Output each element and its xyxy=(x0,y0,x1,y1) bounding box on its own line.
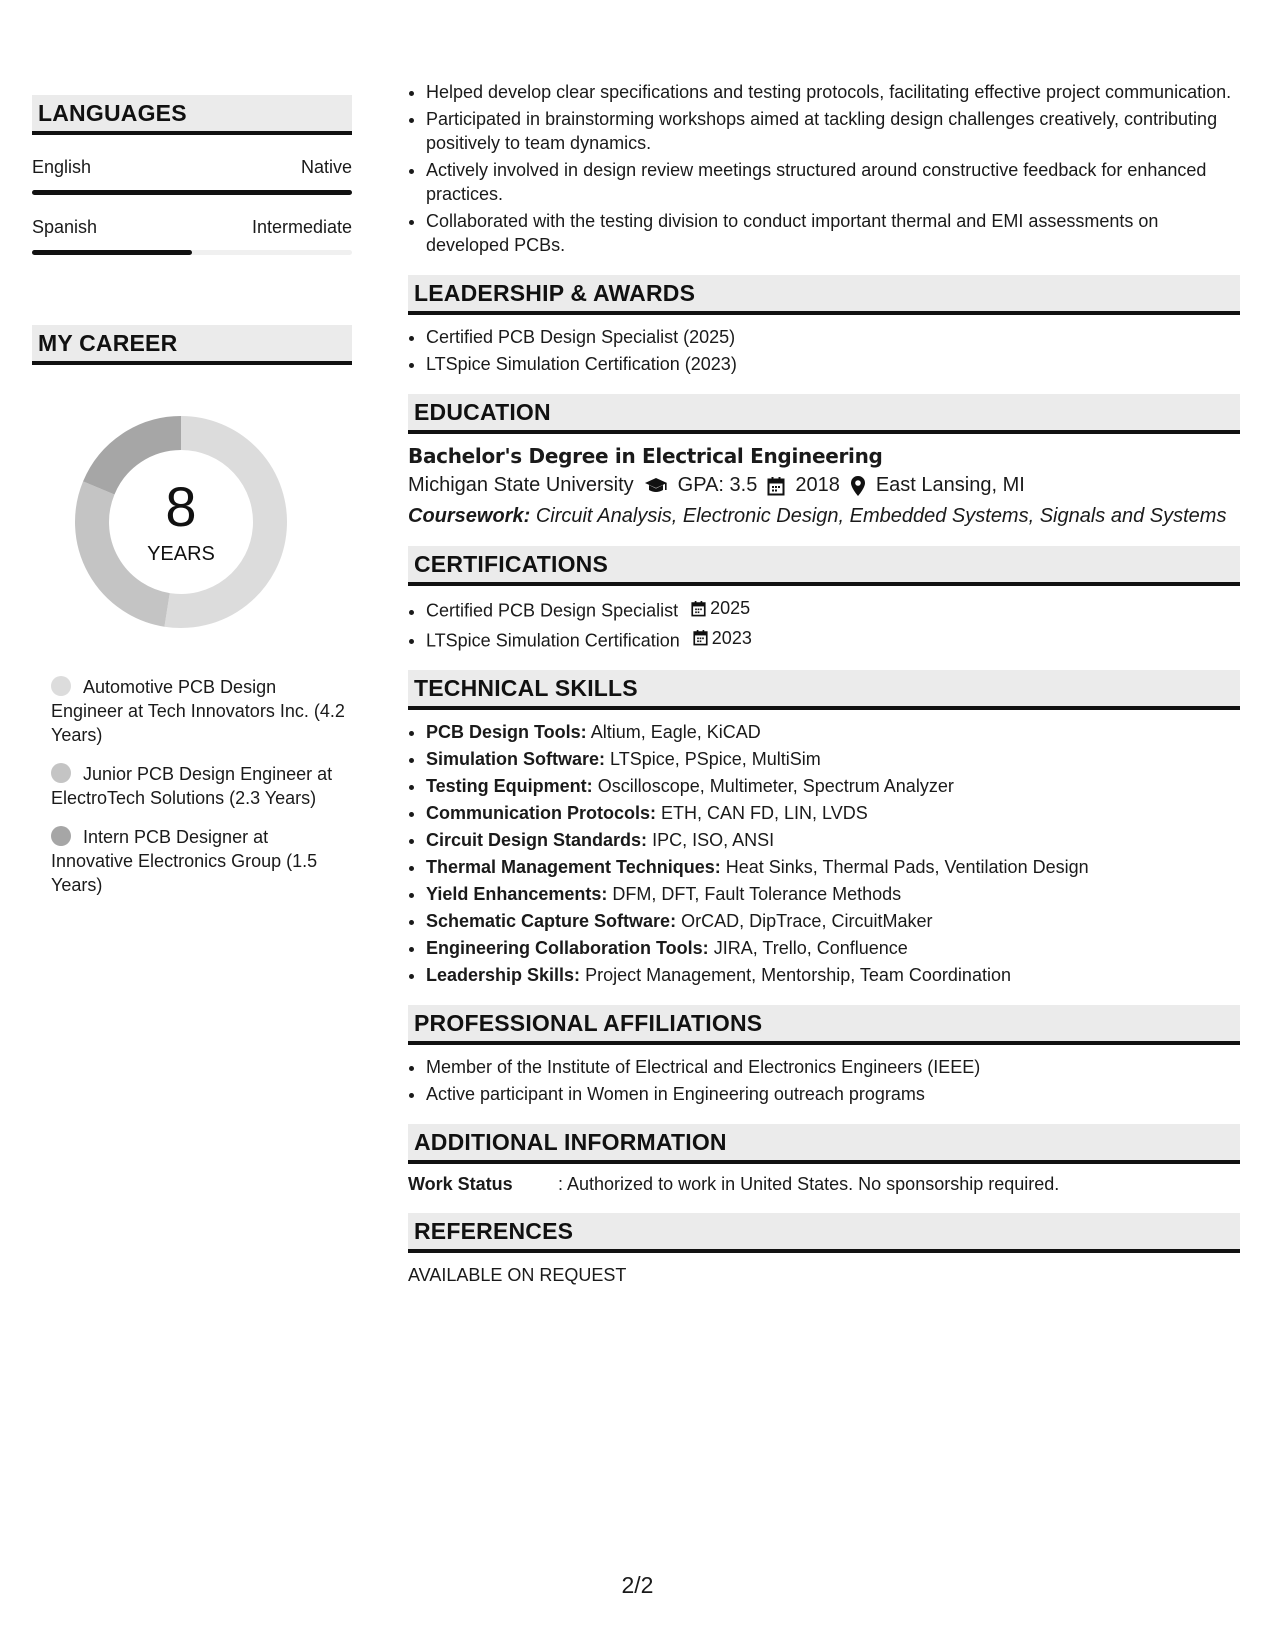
skill-item xyxy=(426,720,1240,744)
skill-item xyxy=(426,909,1240,933)
leadership-item: • Certified PCB Design Specialist (2025) xyxy=(426,325,1240,349)
work-status-label: Work Status xyxy=(408,1174,513,1194)
skill-item xyxy=(426,963,1240,987)
education-year: 2018 xyxy=(795,474,840,496)
skill-item xyxy=(426,774,1240,798)
calendar-icon xyxy=(693,629,708,646)
skill-item xyxy=(426,936,1240,960)
references-heading: REFERENCES xyxy=(408,1213,1240,1253)
additional-info-section xyxy=(408,1124,1240,1195)
education-heading: EDUCATION xyxy=(408,394,1240,434)
certification-year: 2025 xyxy=(710,598,751,618)
education-details xyxy=(408,474,1240,497)
certifications-section xyxy=(408,546,1240,652)
career-legend-item xyxy=(51,762,352,810)
references-section xyxy=(408,1213,1240,1286)
experience-bullet: • Collaborated with the testing division to conduct important thermal and EMI assessments on developed PCBs. xyxy=(426,209,1240,257)
certifications-heading: CERTIFICATIONS xyxy=(408,546,1240,586)
language-item-spanish xyxy=(32,217,352,255)
affiliation-item: • Member of the Institute of Electrical and Electronics Engineers (IEEE) xyxy=(426,1055,1240,1079)
education-section xyxy=(408,394,1240,528)
graduation-cap-icon xyxy=(644,477,668,495)
skills-heading: TECHNICAL SKILLS xyxy=(408,670,1240,710)
page-number: 2/2 xyxy=(621,1572,654,1598)
skill-item xyxy=(426,882,1240,906)
education-coursework xyxy=(408,505,1240,528)
experience-bullets xyxy=(408,80,1240,257)
education-degree: Bachelor's Degree in Electrical Engineering xyxy=(408,444,883,468)
affiliations-section xyxy=(408,1005,1240,1106)
language-proficiency-fill xyxy=(32,190,352,195)
skills-section xyxy=(408,670,1240,987)
language-proficiency-bar xyxy=(32,190,352,195)
certification-name: LTSpice Simulation Certification xyxy=(426,630,680,650)
leadership-item: • LTSpice Simulation Certification (2023) xyxy=(426,352,1240,376)
coursework-list: Circuit Analysis, Electronic Design, Embedded Systems, Signals and Systems xyxy=(535,505,1227,527)
skill-item xyxy=(426,747,1240,771)
skill-label: Communication Protocols: xyxy=(426,803,657,823)
career-legend xyxy=(32,675,352,897)
skills-list xyxy=(408,720,1240,987)
skill-value: LTSpice, PSpice, MultiSim xyxy=(610,749,821,769)
skill-value: Heat Sinks, Thermal Pads, Ventilation Design xyxy=(725,857,1089,877)
skill-value: IPC, ISO, ANSI xyxy=(652,830,775,850)
language-level: Native xyxy=(300,157,352,177)
career-legend-label: Automotive PCB Design Engineer at Tech Innovators Inc. (4.2 Years) xyxy=(51,677,345,745)
right-column xyxy=(408,80,1240,1286)
work-status-value: : Authorized to work in United States. No sponsorship required. xyxy=(558,1174,1060,1194)
coursework-label: Coursework: xyxy=(408,505,531,527)
career-heading: MY CAREER xyxy=(32,325,352,365)
calendar-icon xyxy=(691,600,706,617)
certification-year: 2023 xyxy=(711,627,752,648)
affiliations-heading: PROFESSIONAL AFFILIATIONS xyxy=(408,1005,1240,1045)
skill-label: Schematic Capture Software: xyxy=(426,911,677,931)
skill-value: Project Management, Mentorship, Team Coordination xyxy=(585,965,1011,985)
career-legend-item xyxy=(51,675,352,747)
skill-value: OrCAD, DipTrace, CircuitMaker xyxy=(681,911,933,931)
career-donut-chart xyxy=(66,407,296,637)
language-name: English xyxy=(32,157,92,177)
skill-label: Simulation Software: xyxy=(426,749,606,769)
leadership-heading: LEADERSHIP & AWARDS xyxy=(408,275,1240,315)
skill-value: Oscilloscope, Multimeter, Spectrum Analyzer xyxy=(597,776,954,796)
left-column xyxy=(32,95,352,912)
language-item-english xyxy=(32,157,352,195)
career-legend-item xyxy=(51,825,352,897)
skill-value: DFM, DFT, Fault Tolerance Methods xyxy=(612,884,902,904)
references-text: AVAILABLE ON REQUEST xyxy=(408,1265,627,1285)
skill-label: PCB Design Tools: xyxy=(426,722,587,742)
skill-item xyxy=(426,801,1240,825)
legend-dot-icon xyxy=(51,763,71,783)
skill-label: Leadership Skills: xyxy=(426,965,581,985)
skill-item xyxy=(426,855,1240,879)
skill-label: Circuit Design Standards: xyxy=(426,830,648,850)
education-school: Michigan State University xyxy=(408,474,634,496)
skill-label: Thermal Management Techniques: xyxy=(426,857,721,877)
skill-value: JIRA, Trello, Confluence xyxy=(713,938,908,958)
experience-bullet: • Participated in brainstorming workshops aimed at tackling design challenges creatively, contributing positively to team dynamics. xyxy=(426,107,1240,155)
certification-item xyxy=(426,596,1240,623)
career-total-unit: YEARS xyxy=(147,542,215,565)
skill-label: Yield Enhancements: xyxy=(426,884,608,904)
language-proficiency-fill xyxy=(32,250,192,255)
legend-dot-icon xyxy=(51,826,71,846)
language-name: Spanish xyxy=(32,217,98,237)
career-legend-label: Junior PCB Design Engineer at ElectroTech Solutions (2.3 Years) xyxy=(51,764,333,808)
skill-value: Altium, Eagle, KiCAD xyxy=(590,722,761,742)
language-proficiency-bar xyxy=(32,250,352,255)
additional-info-heading: ADDITIONAL INFORMATION xyxy=(408,1124,1240,1164)
legend-dot-icon xyxy=(51,676,71,696)
experience-bullet: • Actively involved in design review meetings structured around constructive feedback for enhanced practices. xyxy=(426,158,1240,206)
career-section xyxy=(32,325,352,897)
work-status-row xyxy=(408,1174,1240,1195)
leadership-section xyxy=(408,275,1240,376)
skill-item xyxy=(426,828,1240,852)
skill-value: ETH, CAN FD, LIN, LVDS xyxy=(661,803,868,823)
certification-name: Certified PCB Design Specialist xyxy=(426,600,679,621)
certification-item xyxy=(426,626,1240,653)
language-level: Intermediate xyxy=(251,217,352,237)
career-legend-label: Intern PCB Designer at Innovative Electronics Group (1.5 Years) xyxy=(51,827,318,895)
career-total-years: 8 xyxy=(165,474,197,538)
skill-label: Engineering Collaboration Tools: xyxy=(426,938,709,958)
education-gpa: GPA: 3.5 xyxy=(677,474,758,496)
affiliation-item: • Active participant in Women in Engineering outreach programs xyxy=(426,1082,1240,1106)
languages-heading: LANGUAGES xyxy=(32,95,352,135)
experience-bullet: • Helped develop clear specifications and testing protocols, facilitating effective project communication. xyxy=(426,80,1240,104)
education-location: East Lansing, MI xyxy=(875,474,1025,496)
location-pin-icon xyxy=(850,475,866,497)
skill-label: Testing Equipment: xyxy=(426,776,593,796)
calendar-icon xyxy=(767,476,785,496)
